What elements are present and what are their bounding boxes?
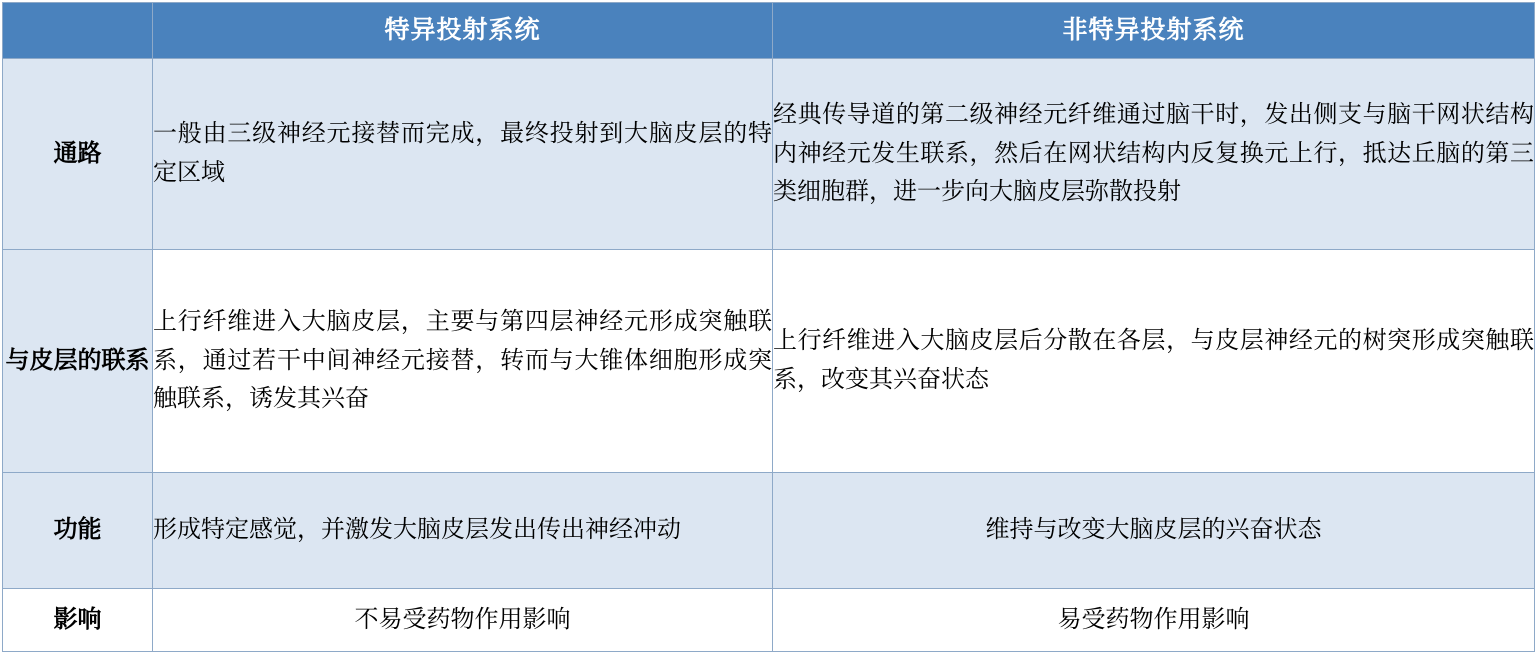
row-label-cortex-connection: 与皮层的联系 <box>3 250 153 473</box>
row-label-pathway: 通路 <box>3 59 153 250</box>
table-header <box>3 3 1535 59</box>
comparison-table-container <box>0 2 1536 662</box>
table-row <box>3 250 1535 473</box>
header-corner-cell <box>3 3 153 59</box>
comparison-table <box>2 2 1535 652</box>
row-label-function: 功能 <box>3 473 153 589</box>
header-nonspecific-system: 非特异投射系统 <box>773 3 1535 59</box>
cell-cortex-nonspecific: 上行纤维进入大脑皮层后分散在各层，与皮层神经元的树突形成突触联系，改变其兴奋状态 <box>773 250 1535 473</box>
cell-function-specific: 形成特定感觉，并激发大脑皮层发出传出神经冲动 <box>153 473 773 589</box>
cell-pathway-nonspecific: 经典传导道的第二级神经元纤维通过脑干时，发出侧支与脑干网状结构内神经元发生联系，然后在网状结构内反复换元上行，抵达丘脑的第三类细胞群，进一步向大脑皮层弥散投射 <box>773 59 1535 250</box>
table-row <box>3 473 1535 589</box>
table-body <box>3 59 1535 652</box>
row-label-influence: 影响 <box>3 589 153 652</box>
cell-influence-nonspecific: 易受药物作用影响 <box>773 589 1535 652</box>
table-row <box>3 589 1535 652</box>
cell-influence-specific: 不易受药物作用影响 <box>153 589 773 652</box>
cell-function-nonspecific: 维持与改变大脑皮层的兴奋状态 <box>773 473 1535 589</box>
cell-pathway-specific: 一般由三级神经元接替而完成，最终投射到大脑皮层的特定区域 <box>153 59 773 250</box>
cell-cortex-specific: 上行纤维进入大脑皮层，主要与第四层神经元形成突触联系，通过若干中间神经元接替，转而与大锥体细胞形成突触联系，诱发其兴奋 <box>153 250 773 473</box>
table-row <box>3 59 1535 250</box>
header-specific-system: 特异投射系统 <box>153 3 773 59</box>
table-header-row <box>3 3 1535 59</box>
